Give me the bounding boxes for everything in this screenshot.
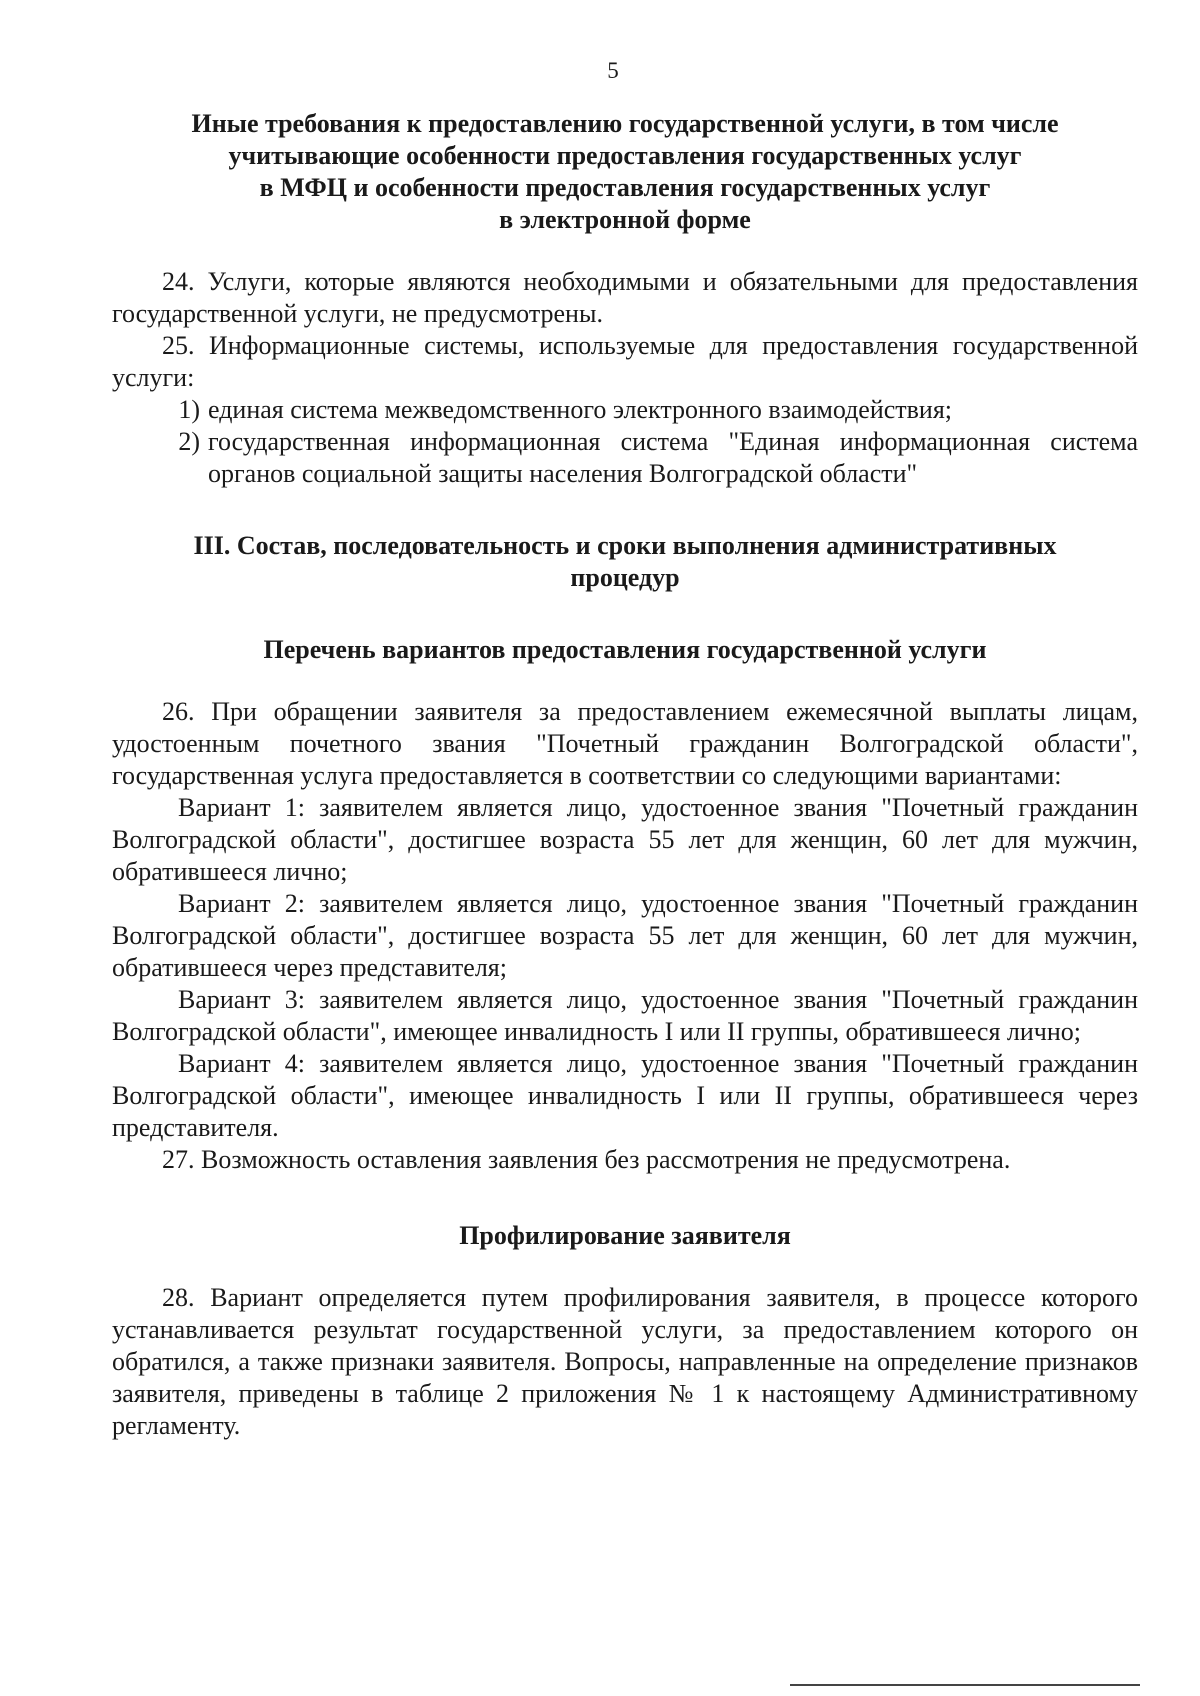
variant-text: Вариант 3: заявителем является лицо, удостоенное звания "Почетный гражданин Волгоградской области", имеющее инвалидность I или II группы, обратившееся лично; [112,985,1138,1046]
variant-text: Вариант 2: заявителем является лицо, удостоенное звания "Почетный гражданин Волгоградской области", достигшее возраста 55 лет для женщин, 60 лет для мужчин, обратившееся через представителя; [112,889,1138,982]
paragraph-26-text: 26. При обращении заявителя за предоставлением ежемесячной выплаты лицам, удостоенным почетного звания "Почетный гражданин Волгоградской области", государственная услуга предоставляется в соответствии со следующими вариантами: [112,697,1138,790]
paragraph-27 [112,1144,1138,1176]
footer-rule [790,1684,1140,1686]
list-item [112,394,1138,426]
paragraph-25-text: 25. Информационные системы, используемые для предоставления государственной услуги: [112,331,1138,392]
spacer [112,594,1138,634]
profiling-heading: Профилирование заявителя [459,1221,791,1250]
spacer [112,666,1138,696]
list-item-text: единая система межведомственного электронного взаимодействия; [208,395,953,424]
paragraph-24-text: 24. Услуги, которые являются необходимыми и обязательными для предоставления государственной услуги, не предусмотрены. [112,267,1138,328]
variants-list-heading: Перечень вариантов предоставления государственной услуги [263,635,987,664]
paragraph-26 [112,696,1138,792]
spacer [112,1176,1138,1220]
list-item-number: 1) [178,395,200,424]
document-body [112,108,1138,1442]
paragraph-28 [112,1282,1138,1442]
paragraph-25 [112,330,1138,394]
list-item-text: государственная информационная система "Единая информационная система органов социальной защиты населения Волгоградской области" [208,427,1138,488]
list-item [112,426,1138,490]
variant-text: Вариант 1: заявителем является лицо, удостоенное звания "Почетный гражданин Волгоградской области", достигшее возраста 55 лет для женщин, 60 лет для мужчин, обратившееся лично; [112,793,1138,886]
heading-line: Иные требования к предоставлению государственной услуги, в том числе [191,109,1059,138]
page-number: 5 [607,58,619,83]
variant-paragraph [112,888,1138,984]
variant-paragraph [112,792,1138,888]
paragraph-28-text: 28. Вариант определяется путем профилирования заявителя, в процессе которого устанавливается результат государственной услуги, за предоставлением которого он обратился, а также признаки заявителя. Вопросы, направленные на определение признаков заявителя, приведены в таблице 2 приложения № 1 к настоящему Административному регламенту. [112,1283,1138,1440]
variant-text: Вариант 4: заявителем является лицо, удостоенное звания "Почетный гражданин Волгоградской области", имеющее инвалидность I или II группы, обратившееся через представителя. [112,1049,1138,1142]
spacer [112,1252,1138,1282]
variant-paragraph [112,1048,1138,1144]
paragraph-24 [112,266,1138,330]
paragraph-27-text: 27. Возможность оставления заявления без рассмотрения не предусмотрена. [162,1145,1011,1174]
heading-line: в электронной форме [499,205,751,234]
variant-paragraph [112,984,1138,1048]
other-requirements-heading [112,108,1138,236]
heading-line: процедур [570,563,680,592]
list-item-number: 2) [178,427,200,456]
spacer [112,236,1138,266]
heading-line: в МФЦ и особенности предоставления государственных услуг [259,173,991,202]
heading-line: III. Состав, последовательность и сроки выполнения административных [193,531,1057,560]
section-three-heading [112,530,1138,594]
heading-line: учитывающие особенности предоставления государственных услуг [228,141,1022,170]
spacer [112,490,1138,530]
